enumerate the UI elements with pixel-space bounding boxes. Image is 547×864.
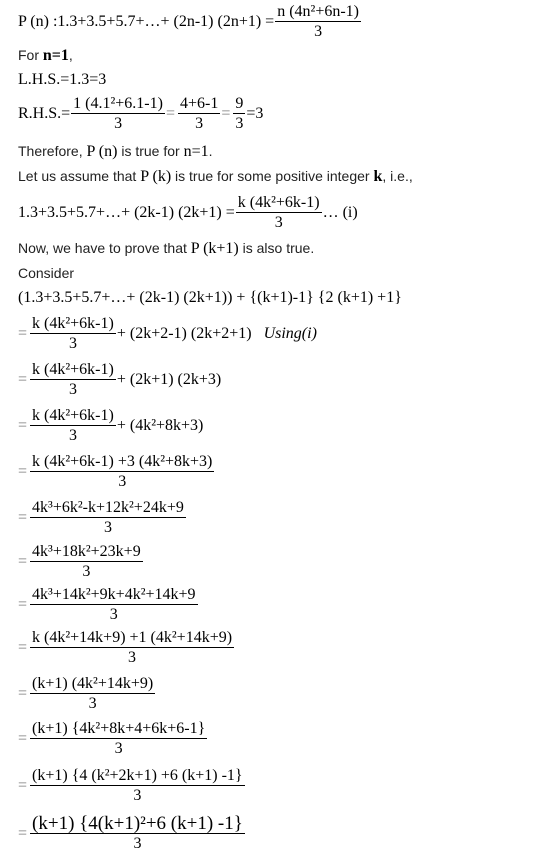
assume-line: [18, 168, 413, 186]
step-fraction: [30, 360, 116, 399]
prove-line: [18, 240, 314, 258]
numerator: k (4k²+6k-1): [32, 315, 114, 332]
text: ,: [68, 47, 73, 63]
numerator: 9: [235, 95, 244, 112]
derivation-step: [18, 628, 235, 667]
denominator: 3: [114, 115, 123, 132]
statement-numerator: n (4n²+6n-1): [277, 3, 359, 20]
statement-line: [18, 2, 362, 41]
derivation-step: [18, 814, 246, 853]
equals-sign: =: [18, 462, 28, 480]
denominator: 3: [235, 115, 244, 132]
rhs-result: =3: [246, 104, 264, 122]
numerator: k (4k²+6k-1): [237, 194, 320, 211]
math: P (k): [140, 168, 172, 186]
step-fraction: [30, 628, 234, 667]
step-fraction: [30, 719, 207, 758]
equation-label: … (i): [322, 203, 358, 221]
denominator: 3: [82, 563, 91, 580]
denominator: 3: [133, 835, 142, 852]
step-fraction: [30, 814, 245, 853]
denominator: 3: [118, 473, 127, 490]
equals-sign: =: [18, 324, 28, 342]
equals-sign: =: [221, 104, 231, 122]
math: k: [373, 168, 383, 186]
denominator: 3: [114, 740, 123, 757]
numerator: (k+1) {4(k+1)²+6 (k+1) -1}: [32, 813, 243, 834]
numerator: 4+6-1: [180, 95, 219, 112]
hypothesis-fraction: [236, 193, 322, 232]
numerator: 4k³+18k²+23k+9: [32, 543, 141, 560]
consider-expression: [18, 289, 402, 307]
math: P (k+1): [190, 240, 239, 258]
numerator: 4k³+14k²+9k+4k²+14k+9: [32, 586, 196, 603]
numerator: k (4k²+6k-1): [32, 407, 114, 424]
equals-sign: =: [18, 416, 28, 434]
text: For: [18, 47, 43, 63]
numerator: (k+1) (4k²+14k+9): [32, 675, 154, 692]
step-fraction: [30, 542, 143, 581]
rhs-fraction-1: [71, 94, 165, 133]
rhs-fraction-3: [233, 94, 245, 133]
rhs-line: [18, 94, 263, 133]
derivation-step: [18, 406, 203, 445]
consider-line: [18, 265, 74, 283]
denominator: 3: [88, 695, 97, 712]
denominator: 3: [109, 606, 118, 623]
numerator: 4k³+6k²-k+12k²+24k+9: [32, 499, 184, 516]
denominator: 3: [68, 427, 77, 444]
equals-sign: =: [18, 508, 28, 526]
denominator: 3: [68, 335, 77, 352]
text: , i.e.,: [382, 168, 413, 184]
step-fraction: [30, 498, 186, 537]
derivation-step: [18, 452, 215, 491]
rhs-fraction-2: [178, 94, 220, 133]
statement-fraction: [275, 2, 361, 41]
step-note: Using(i): [263, 324, 317, 342]
step-tail: + (4k²+8k+3): [116, 416, 204, 434]
derivation-step: [18, 542, 144, 581]
step-fraction: [30, 314, 116, 353]
derivation-step: [18, 766, 246, 805]
derivation-step: [18, 498, 187, 537]
equals-sign: =: [18, 638, 28, 656]
text: Now, we have to prove that: [18, 240, 191, 256]
numerator: k (4k²+6k-1) +3 (4k²+8k+3): [32, 453, 213, 470]
equals-sign: =: [18, 729, 28, 747]
statement-denominator: 3: [314, 23, 323, 40]
step-fraction: [30, 406, 116, 445]
step-tail: + (2k+2-1) (2k+2+1): [116, 324, 252, 342]
numerator: 1 (4.1²+6.1-1): [73, 95, 163, 112]
numerator: (k+1) {4 (k²+2k+1) +6 (k+1) -1}: [32, 767, 243, 784]
derivation-step: [18, 314, 317, 353]
denominator: 3: [128, 649, 137, 666]
text: Therefore,: [18, 143, 87, 159]
step-fraction: [30, 452, 214, 491]
denominator: 3: [103, 519, 112, 536]
lhs-math: L.H.S.=1.3=3: [18, 71, 107, 89]
denominator: 3: [274, 214, 283, 231]
step-fraction: [30, 674, 155, 713]
equals-sign: =: [18, 824, 28, 842]
hypothesis-lhs: 1.3+3.5+5.7+…+ (2k-1) (2k+1) =: [18, 203, 235, 221]
equals-sign: =: [18, 595, 28, 613]
numerator: (k+1) {4k²+8k+4+6k+6-1}: [32, 720, 206, 737]
therefore-line: [18, 143, 213, 161]
numerator: k (4k²+14k+9) +1 (4k²+14k+9): [32, 629, 233, 646]
statement-lhs: P (n) :1.3+3.5+5.7+…+ (2n-1) (2n+1) =: [18, 12, 275, 30]
for-n-line: [18, 47, 73, 65]
derivation-step: [18, 674, 156, 713]
text: Let us assume that: [18, 168, 141, 184]
numerator: k (4k²+6k-1): [32, 361, 114, 378]
step-tail: + (2k+1) (2k+3): [116, 370, 222, 388]
text: .: [208, 143, 213, 159]
derivation-step: [18, 585, 199, 624]
equals-sign: =: [165, 104, 175, 122]
equals-sign: =: [18, 370, 28, 388]
lhs-line: [18, 71, 106, 89]
text: is true for: [117, 143, 184, 159]
equals-sign: =: [18, 776, 28, 794]
denominator: 3: [195, 115, 204, 132]
math: (1.3+3.5+5.7+…+ (2k-1) (2k+1)) + {(k+1)-1} {2 (k+1) +1}: [18, 289, 402, 307]
step-fraction: [30, 585, 198, 624]
denominator: 3: [68, 381, 77, 398]
denominator: 3: [133, 787, 142, 804]
text: is true for some positive integer: [171, 168, 374, 184]
derivation-step: [18, 719, 208, 758]
math: P (n): [86, 143, 118, 161]
math: n=1: [42, 47, 69, 65]
text: Consider: [18, 265, 75, 281]
hypothesis-line: [18, 193, 358, 232]
equals-sign: =: [18, 684, 28, 702]
math: n=1: [183, 143, 209, 161]
rhs-label: R.H.S.=: [18, 104, 71, 122]
equals-sign: =: [18, 552, 28, 570]
step-fraction: [30, 766, 245, 805]
text: is also true.: [238, 240, 315, 256]
derivation-step: [18, 360, 221, 399]
